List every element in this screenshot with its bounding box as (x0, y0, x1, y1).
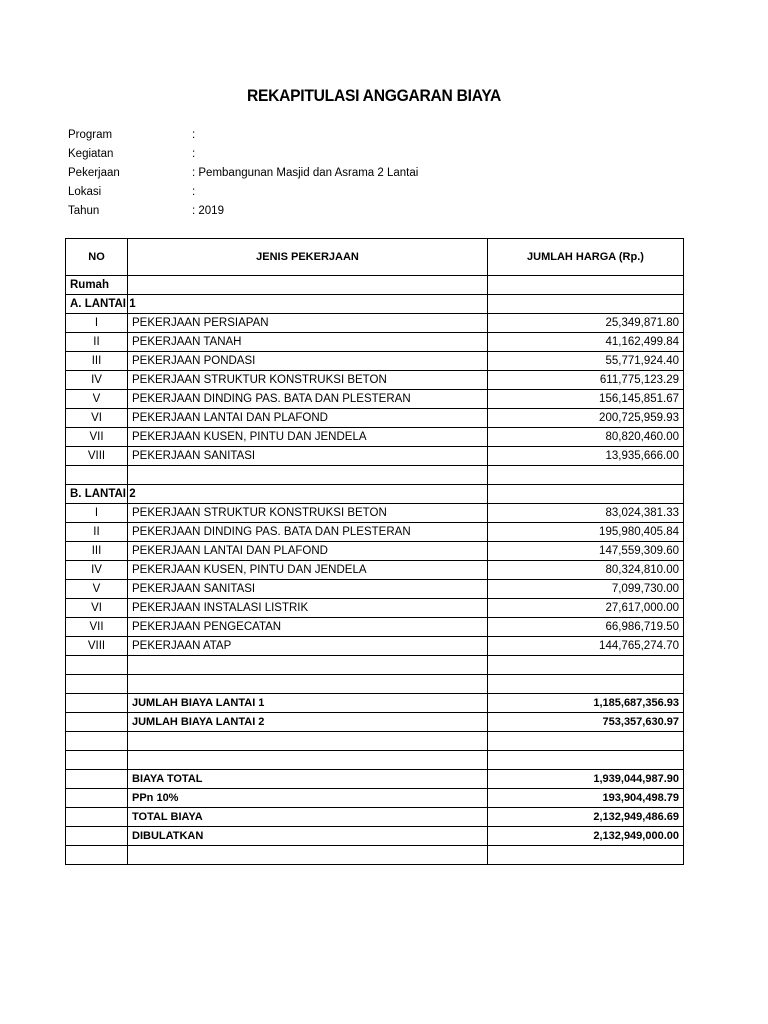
row-amount: 27,617,000.00 (488, 599, 684, 618)
empty-cell (66, 656, 128, 675)
row-description: PEKERJAAN LANTAI DAN PLAFOND (128, 409, 488, 428)
empty-cell (488, 751, 684, 770)
row-number: I (66, 314, 128, 333)
empty-cell (66, 713, 128, 732)
blank-row (66, 675, 684, 694)
blank-row (66, 846, 684, 865)
row-amount: 195,980,405.84 (488, 523, 684, 542)
row-number: III (66, 542, 128, 561)
blank-row (66, 751, 684, 770)
empty-cell (66, 789, 128, 808)
empty-cell (66, 827, 128, 846)
subtotal-amount: 1,185,687,356.93 (488, 694, 684, 713)
row-amount: 55,771,924.40 (488, 352, 684, 371)
empty-cell (128, 276, 488, 295)
row-number: VII (66, 618, 128, 637)
meta-kegiatan (68, 145, 418, 164)
row-number: VII (66, 428, 128, 447)
meta-label: Kegiatan (68, 148, 114, 160)
empty-cell (128, 732, 488, 751)
row-number: II (66, 333, 128, 352)
empty-cell (488, 732, 684, 751)
row-number: VI (66, 599, 128, 618)
section-label-lantai-2: B. LANTAI 2 (66, 485, 128, 504)
empty-cell (128, 295, 488, 314)
row-description: PEKERJAAN TANAH (128, 333, 488, 352)
table-row (66, 428, 684, 447)
row-amount: 611,775,123.29 (488, 371, 684, 390)
table-row (66, 561, 684, 580)
blank-row (66, 732, 684, 751)
empty-cell (66, 732, 128, 751)
empty-cell (488, 276, 684, 295)
total-row (66, 808, 684, 827)
total-label: BIAYA TOTAL (128, 770, 488, 789)
meta-label: Lokasi (68, 186, 102, 198)
header-jenis-pekerjaan: JENIS PEKERJAAN (128, 239, 488, 276)
meta-label: Program (68, 129, 113, 141)
table-row (66, 637, 684, 656)
row-amount: 80,820,460.00 (488, 428, 684, 447)
empty-cell (128, 466, 488, 485)
row-description: PEKERJAAN KUSEN, PINTU DAN JENDELA (128, 428, 488, 447)
subtotal-amount: 753,357,630.97 (488, 713, 684, 732)
rounded-amount: 2,132,949,000.00 (488, 827, 684, 846)
meta-pekerjaan (68, 164, 418, 183)
row-amount: 41,162,499.84 (488, 333, 684, 352)
empty-cell (128, 675, 488, 694)
empty-cell (488, 675, 684, 694)
row-description: PEKERJAAN PERSIAPAN (128, 314, 488, 333)
row-description: PEKERJAAN SANITASI (128, 580, 488, 599)
row-amount: 80,324,810.00 (488, 561, 684, 580)
meta-lokasi (68, 183, 418, 202)
table-row (66, 618, 684, 637)
row-description: PEKERJAAN PONDASI (128, 352, 488, 371)
table-row (66, 542, 684, 561)
empty-cell (66, 694, 128, 713)
total-amount: 2,132,949,486.69 (488, 808, 684, 827)
empty-cell (66, 808, 128, 827)
table-row (66, 447, 684, 466)
table-row (66, 352, 684, 371)
total-label: TOTAL BIAYA (128, 808, 488, 827)
subtotal-row (66, 713, 684, 732)
total-row (66, 789, 684, 808)
row-number: III (66, 352, 128, 371)
document-title: REKAPITULASI ANGGARAN BIAYA (246, 86, 502, 105)
row-number: IV (66, 561, 128, 580)
empty-cell (488, 485, 684, 504)
empty-cell (66, 770, 128, 789)
table-row (66, 333, 684, 352)
row-description: PEKERJAAN INSTALASI LISTRIK (128, 599, 488, 618)
empty-cell (128, 751, 488, 770)
row-description: PEKERJAAN ATAP (128, 637, 488, 656)
row-number: IV (66, 371, 128, 390)
table-row (66, 580, 684, 599)
row-description: PEKERJAAN LANTAI DAN PLAFOND (128, 542, 488, 561)
tax-label: PPn 10% (128, 789, 488, 808)
section-row (66, 276, 684, 295)
section-label-lantai-1: A. LANTAI 1 (66, 295, 128, 314)
header-jumlah-harga: JUMLAH HARGA (Rp.) (488, 239, 684, 276)
table-row (66, 599, 684, 618)
empty-cell (66, 846, 128, 865)
row-amount: 200,725,959.93 (488, 409, 684, 428)
table-row (66, 314, 684, 333)
empty-cell (128, 656, 488, 675)
meta-value: : (192, 148, 196, 160)
meta-value: : (192, 186, 196, 198)
empty-cell (488, 656, 684, 675)
meta-value: : 2019 (192, 205, 224, 217)
meta-value: : Pembangunan Masjid dan Asrama 2 Lantai (192, 167, 419, 179)
row-description: PEKERJAAN STRUKTUR KONSTRUKSI BETON (128, 504, 488, 523)
cost-recap-table (65, 238, 684, 865)
subtotal-row (66, 694, 684, 713)
empty-cell (66, 675, 128, 694)
header-no: NO (66, 239, 128, 276)
table-header-row (66, 239, 684, 276)
meta-value: : (192, 129, 196, 141)
tax-amount: 193,904,498.79 (488, 789, 684, 808)
subtotal-label: JUMLAH BIAYA LANTAI 1 (128, 694, 488, 713)
row-description: PEKERJAAN DINDING PAS. BATA DAN PLESTERAN (128, 523, 488, 542)
empty-cell (488, 466, 684, 485)
row-description: PEKERJAAN DINDING PAS. BATA DAN PLESTERAN (128, 390, 488, 409)
table-row (66, 390, 684, 409)
table-row (66, 523, 684, 542)
rounded-label: DIBULATKAN (128, 827, 488, 846)
row-description: PEKERJAAN KUSEN, PINTU DAN JENDELA (128, 561, 488, 580)
row-amount: 83,024,381.33 (488, 504, 684, 523)
row-number: V (66, 580, 128, 599)
subtotal-label: JUMLAH BIAYA LANTAI 2 (128, 713, 488, 732)
row-number: I (66, 504, 128, 523)
meta-program (68, 126, 418, 145)
row-number: VIII (66, 637, 128, 656)
project-info (68, 126, 418, 221)
row-amount: 66,986,719.50 (488, 618, 684, 637)
row-amount: 147,559,309.60 (488, 542, 684, 561)
row-number: II (66, 523, 128, 542)
row-description: PEKERJAAN SANITASI (128, 447, 488, 466)
total-row (66, 770, 684, 789)
meta-label: Pekerjaan (68, 167, 120, 179)
row-amount: 156,145,851.67 (488, 390, 684, 409)
meta-label: Tahun (68, 205, 100, 217)
row-number: VI (66, 409, 128, 428)
total-row (66, 827, 684, 846)
empty-cell (488, 846, 684, 865)
row-description: PEKERJAAN STRUKTUR KONSTRUKSI BETON (128, 371, 488, 390)
table-row (66, 409, 684, 428)
row-number: V (66, 390, 128, 409)
empty-cell (488, 295, 684, 314)
blank-row (66, 656, 684, 675)
row-amount: 7,099,730.00 (488, 580, 684, 599)
empty-cell (128, 485, 488, 504)
meta-tahun (68, 202, 418, 221)
row-amount: 144,765,274.70 (488, 637, 684, 656)
section-label-rumah: Rumah (66, 276, 128, 295)
total-amount: 1,939,044,987.90 (488, 770, 684, 789)
row-amount: 25,349,871.80 (488, 314, 684, 333)
row-number: VIII (66, 447, 128, 466)
section-row (66, 485, 684, 504)
table-row (66, 371, 684, 390)
table-row (66, 504, 684, 523)
empty-cell (66, 751, 128, 770)
row-amount: 13,935,666.00 (488, 447, 684, 466)
row-description: PEKERJAAN PENGECATAN (128, 618, 488, 637)
section-row (66, 295, 684, 314)
blank-row (66, 466, 684, 485)
empty-cell (128, 846, 488, 865)
empty-cell (66, 466, 128, 485)
